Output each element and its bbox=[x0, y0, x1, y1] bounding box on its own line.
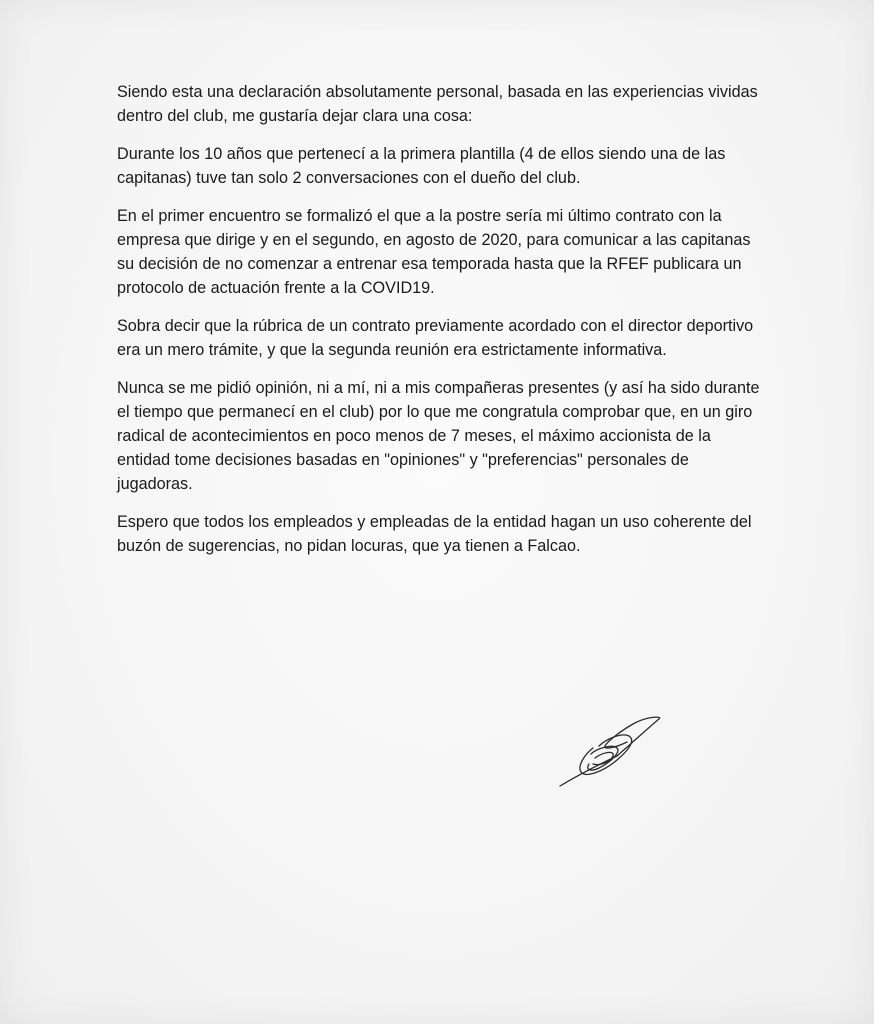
paragraph-3: En el primer encuentro se formalizó el que a la postre sería mi último contrato con la empresa que dirige y en el segundo, en agosto de 2020, para comunicar a las capitanas su decisión de no comenzar a entrenar esa temporada hasta que la RFEF publicara un protocolo de actuación frente a la COVID19. bbox=[117, 207, 751, 297]
letter-body bbox=[117, 80, 767, 572]
paragraph-6: Espero que todos los empleados y empleadas de la entidad hagan un uso coherente del buzón de sugerencias, no pidan locuras, que ya tienen a Falcao. bbox=[117, 513, 752, 555]
handwritten-signature-icon bbox=[555, 712, 665, 792]
paragraph-4: Sobra decir que la rúbrica de un contrato previamente acordado con el director deportivo era un mero trámite, y que la segunda reunión era estrictamente informativa. bbox=[117, 317, 754, 359]
paragraph-5: Nunca se me pidió opinión, ni a mí, ni a mis compañeras presentes (y así ha sido durante el tiempo que permanecí en el club) por lo que me congratula comprobar que, en un giro radical de acontecimientos en poco menos de 7 meses, el máximo accionista de la entidad tome decisiones basadas en "opiniones" y "preferencias" personales de jugadoras. bbox=[117, 379, 760, 493]
paragraph-2: Durante los 10 años que pertenecí a la primera plantilla (4 de ellos siendo una de las capitanas) tuve tan solo 2 conversaciones con el dueño del club. bbox=[117, 145, 726, 187]
paragraph-1: Siendo esta una declaración absolutamente personal, basada en las experiencias vividas dentro del club, me gustaría dejar clara una cosa: bbox=[117, 83, 758, 125]
